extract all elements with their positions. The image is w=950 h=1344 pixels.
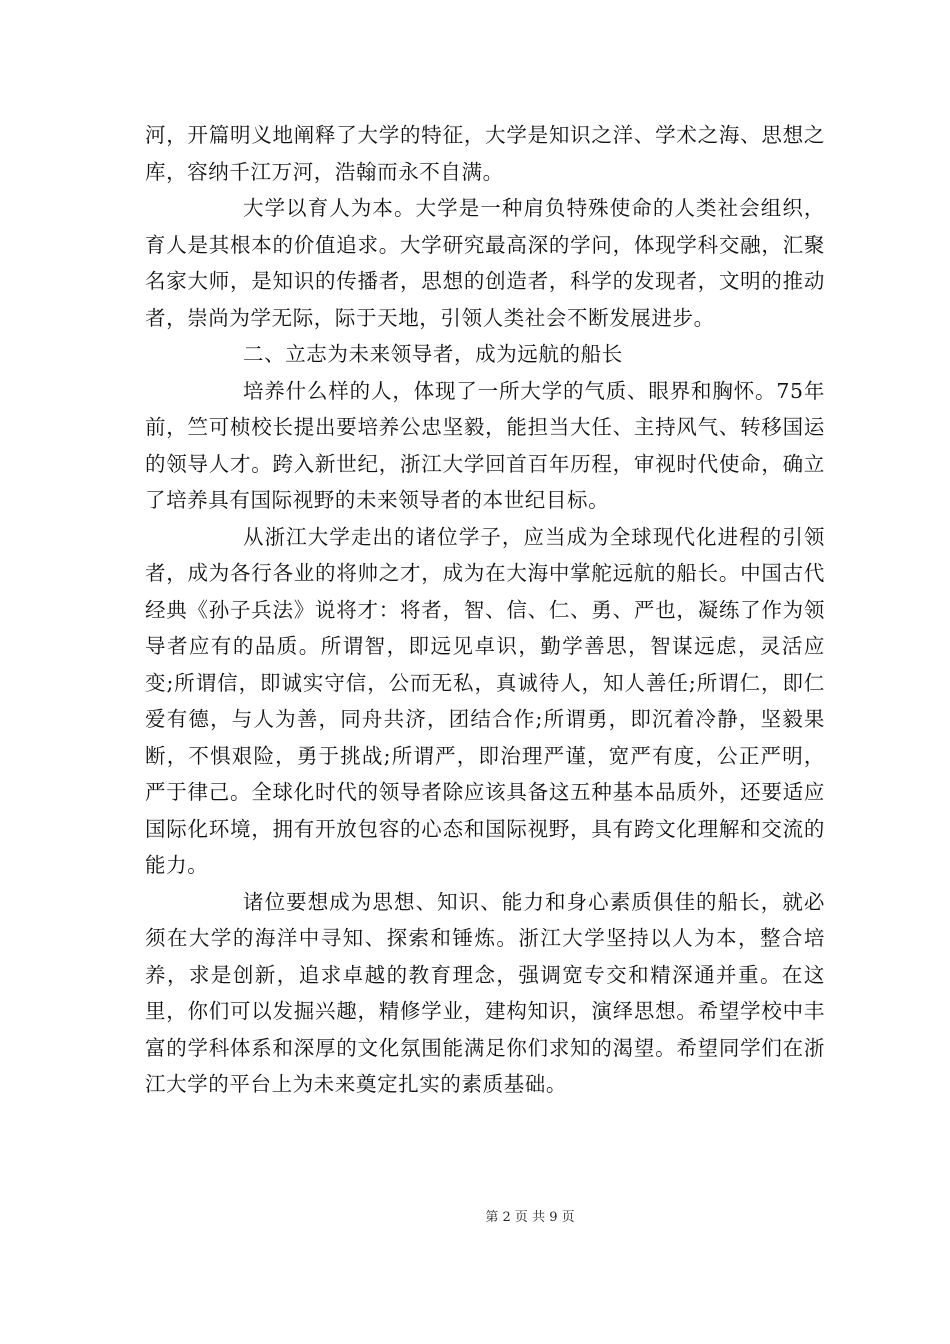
paragraph-leadership: 从浙江大学走出的诸位学子，应当成为全球现代化进程的引领者，成为各行各业的将帅之才，成为在大海中掌舵远航的船长。中国古代经典《孙子兵法》说将才：将者，智、信、仁、勇、严也，凝练了作为领导者应有的品质。所谓智，即远见卓识，勤学善思，智谋远虑，灵活应变;所谓信，即诚实守信，公而无私，真诚待人，知人善任;所谓仁，即仁爱有德，与人为善，同舟共济，团结合作;所谓勇，即沉着冷静，坚毅果断，不惧艰险，勇于挑战;所谓严，即治理严谨，宽严有度，公正严明，严于律己。全球化时代的领导者除应该具备这五种基本品质外，还要适应国际化环境，拥有开放包容的心态和国际视野，具有跨文化理解和交流的能力。 [145, 524, 825, 877]
section-heading: 二、立志为未来领导者，成为远航的船长 [243, 342, 623, 366]
paragraph-education: 大学以育人为本。大学是一种肩负特殊使命的人类社会组织，育人是其根本的价值追求。大学研究最高深的学问，体现学科交融，汇聚名家大师，是知识的传播者，思想的创造者，科学的发现者，文明的推动者，崇尚为学无际，际于天地，引领人类社会不断发展进步。 [145, 196, 825, 330]
page-number: 第 2 页 共 9 页 [485, 1210, 575, 1225]
paragraph-captain: 诸位要想成为思想、知识、能力和身心素质俱佳的船长，就必须在大学的海洋中寻知、探索和锤炼。浙江大学坚持以人为本，整合培养，求是创新，追求卓越的教育理念，强调宽专交和精深通并重。在这里，你们可以发掘兴趣，精修学业，建构知识，演绎思想。希望学校中丰富的学科体系和深厚的文化氛围能满足你们求知的渴望。希望同学们在浙江大学的平台上为未来奠定扎实的素质基础。 [145, 889, 825, 1096]
paragraph-talent: 培养什么样的人，体现了一所大学的气质、眼界和胸怀。75年前，竺可桢校长提出要培养公忠坚毅，能担当大任、主持风气、转移国运的领导人才。跨入新世纪，浙江大学回首百年历程，审视时代使命，确立了培养具有国际视野的未来领导者的本世纪目标。 [145, 378, 825, 512]
document-body [145, 117, 825, 1103]
paragraph-continuation: 河，开篇明义地阐释了大学的特征，大学是知识之洋、学术之海、思想之库，容纳千江万河，浩翰而永不自满。 [145, 123, 825, 184]
